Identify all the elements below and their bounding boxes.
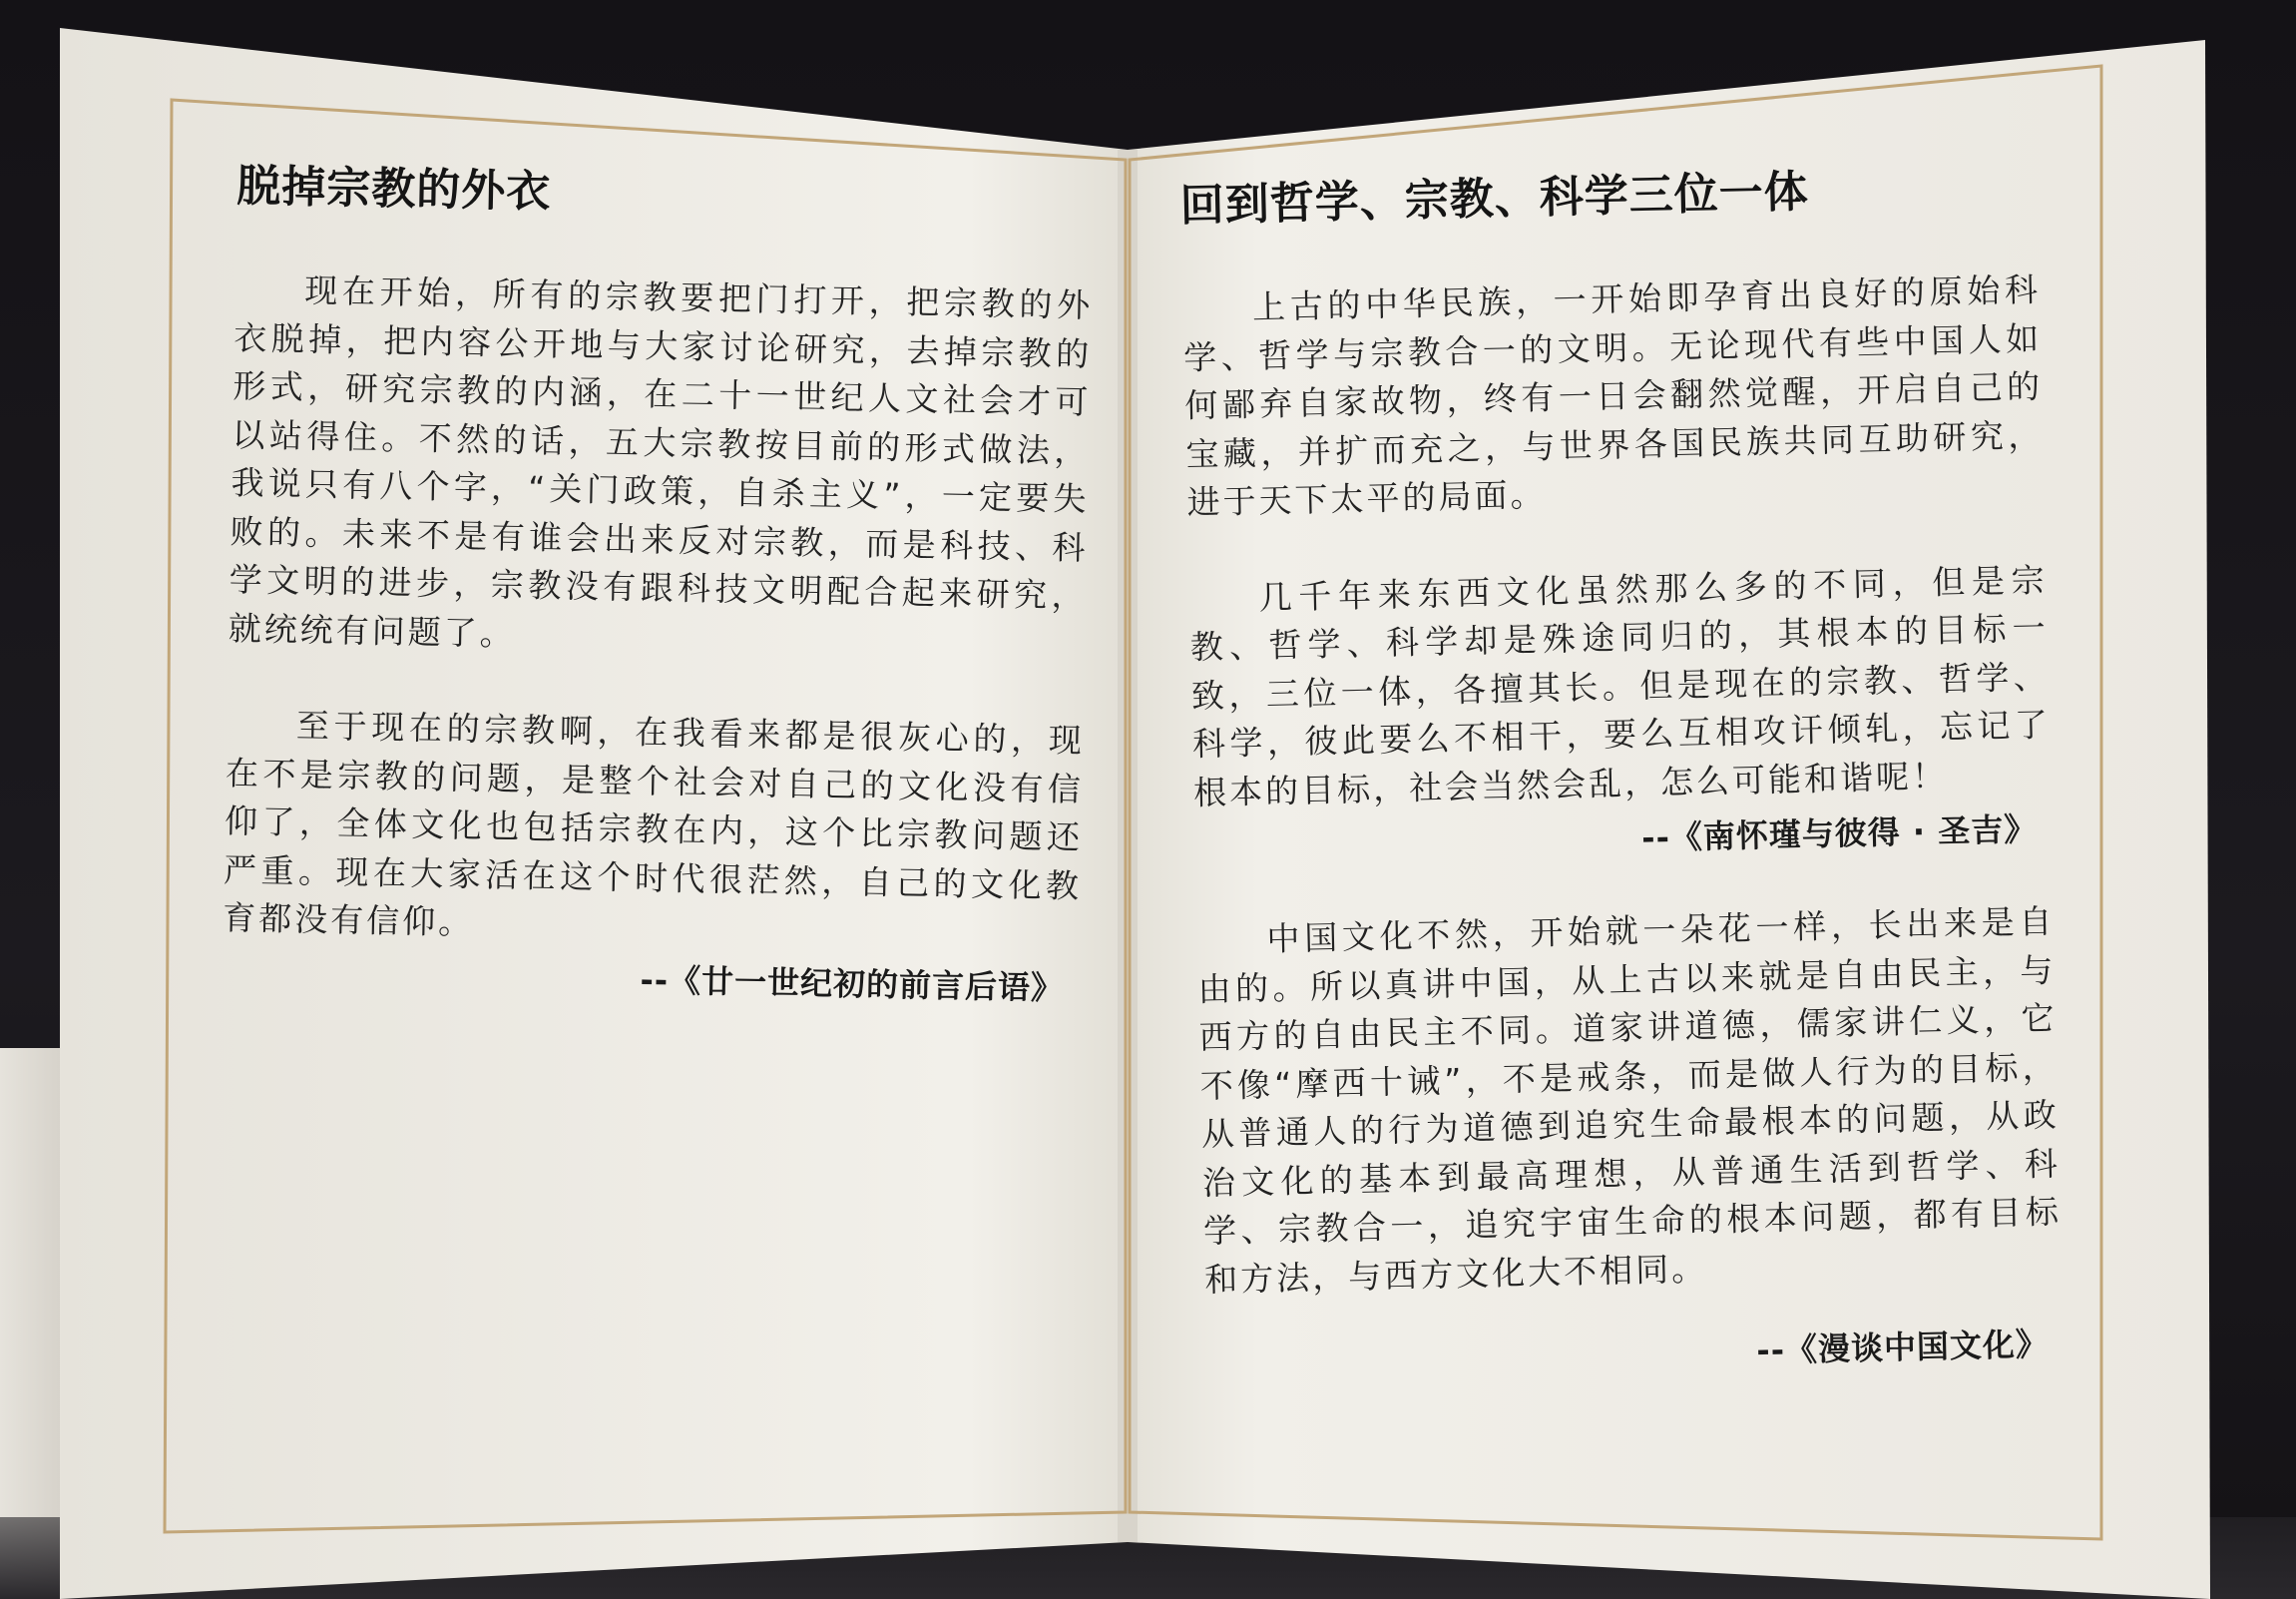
right-page-title: 回到哲学、宗教、科学三位一体 bbox=[1179, 166, 1810, 232]
right-source-citation-1: --《南怀瑾与彼得 · 圣吉》 bbox=[1640, 809, 2038, 857]
left-paragraph-1: 现在开始，所有的宗教要把门打开，把宗教的外衣脱掉，把内容公开地与大家讨论研究，去掉宗教的形式，研究宗教的内涵，在二十一世纪人文社会才可以站得住。不然的话，五大宗教按目前的形式做法，我说只有八个字，“关门政策，自杀主义”，一定要失败的。未来不是有谁会出来反对宗教，而是科技、科学文明的进步，宗教没有跟科技文明配合起来研究，就统统有问题了。 bbox=[228, 270, 1094, 653]
right-page-content bbox=[1179, 150, 2065, 1383]
right-source-citation-2: --《漫谈中国文化》 bbox=[1755, 1325, 2050, 1370]
left-source-citation: --《廿一世纪初的前言后语》 bbox=[640, 960, 1065, 1007]
spine-shadow bbox=[1118, 150, 1138, 1542]
right-paragraph-2: 几千年来东西文化虽然那么多的不同，但是宗教、哲学、科学却是殊途同归的，其根本的目标一致，三位一体，各擅其长。但是现在的宗教、哲学、科学，彼此要么不相干，要么互相攻讦倾轧，忘记了根本的目标，社会当然会乱，怎么可能和谐呢！ bbox=[1189, 559, 2052, 812]
right-paragraph-1: 上古的中华民族，一开始即孕育出良好的原始科学、哲学与宗教合一的文明。无论现代有些中国人如何鄙弃自家故物，终有一日会翻然觉醒，开启自己的宝藏，并扩而充之，与世界各国民族共同互助研究，进于天下太平的局面。 bbox=[1182, 269, 2045, 522]
left-paragraph-2: 至于现在的宗教啊，在我看来都是很灰心的，现在不是宗教的问题，是整个社会对自己的文化没有信仰了，全体文化也包括宗教在内，这个比宗教问题还严重。现在大家活在这个时代很茫然，自己的文化教育都没有信仰。 bbox=[222, 706, 1086, 942]
left-page-content bbox=[222, 150, 1096, 1009]
right-paragraph-3: 中国文化不然，开始就一朵花一样，长出来是自由的。所以真讲中国，从上古以来就是自由民主，与西方的自由民主不同。道家讲道德，儒家讲仁义，它不像“摩西十诫”，不是戒条，而是做人行为的目标，从普通人的行为道德到追究生命最根本的问题，从政治文化的基本到最高理想，从普通生活到哲学、科学、宗教合一，追究宇宙生命的根本问题，都有目标和方法，与西方文化大不相同。 bbox=[1197, 901, 2063, 1300]
left-page-title: 脱掉宗教的外衣 bbox=[235, 160, 552, 219]
